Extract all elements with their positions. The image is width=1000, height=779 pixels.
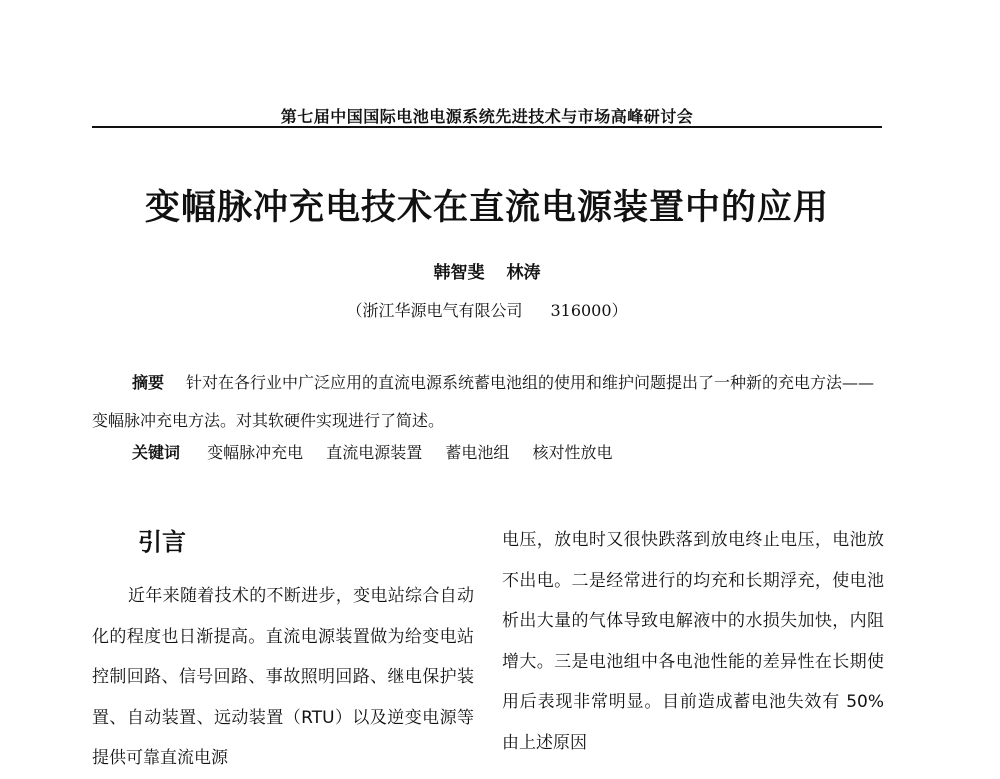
authors bbox=[92, 258, 882, 283]
right-column bbox=[502, 520, 884, 763]
abstract-label: 摘要 bbox=[132, 373, 165, 392]
author-name: 林涛 bbox=[506, 263, 541, 283]
intro-paragraph: 近年来随着技术的不断进步，变电站综合自动化的程度也日渐提高。直流电源装置做为给变电站控制回路、信号回路、事故照明回路、继电保护装置、自动装置、远动装置（RTU）以及逆变电源等提供可靠直流电源 bbox=[92, 586, 474, 768]
keyword: 变幅脉冲充电 bbox=[207, 443, 304, 462]
keywords bbox=[132, 440, 882, 463]
abstract bbox=[92, 364, 882, 440]
header-rule bbox=[92, 126, 882, 128]
section-heading: 引言 bbox=[138, 527, 186, 556]
keyword: 直流电源装置 bbox=[326, 443, 423, 462]
keywords-label: 关键词 bbox=[132, 443, 181, 462]
affiliation bbox=[92, 298, 882, 321]
paper-title: 变幅脉冲充电技术在直流电源装置中的应用 bbox=[144, 187, 829, 228]
affiliation-name: （浙江华源电气有限公司 bbox=[346, 301, 523, 320]
keyword: 蓄电池组 bbox=[445, 443, 510, 462]
running-header: 第七届中国国际电池电源系统先进技术与市场高峰研讨会 bbox=[280, 107, 694, 126]
continued-paragraph: 电压，放电时又很快跌落到放电终止电压，电池放不出电。二是经常进行的均充和长期浮充，使电池析出大量的气体导致电解液中的水损失加快，内阻增大。三是电池组中各电池性能的差异性在长期使用后表现非常明显。目前造成蓄电池失效有 50%由上述原因 bbox=[502, 530, 884, 753]
postcode: 316000） bbox=[550, 301, 628, 320]
left-column bbox=[92, 520, 474, 779]
keyword: 核对性放电 bbox=[532, 443, 613, 462]
author-name: 韩智斐 bbox=[433, 263, 485, 283]
abstract-text: 针对在各行业中广泛应用的直流电源系统蓄电池组的使用和维护问题提出了一种新的充电方法——变幅脉冲充电方法。对其软硬件实现进行了简述。 bbox=[92, 373, 875, 430]
